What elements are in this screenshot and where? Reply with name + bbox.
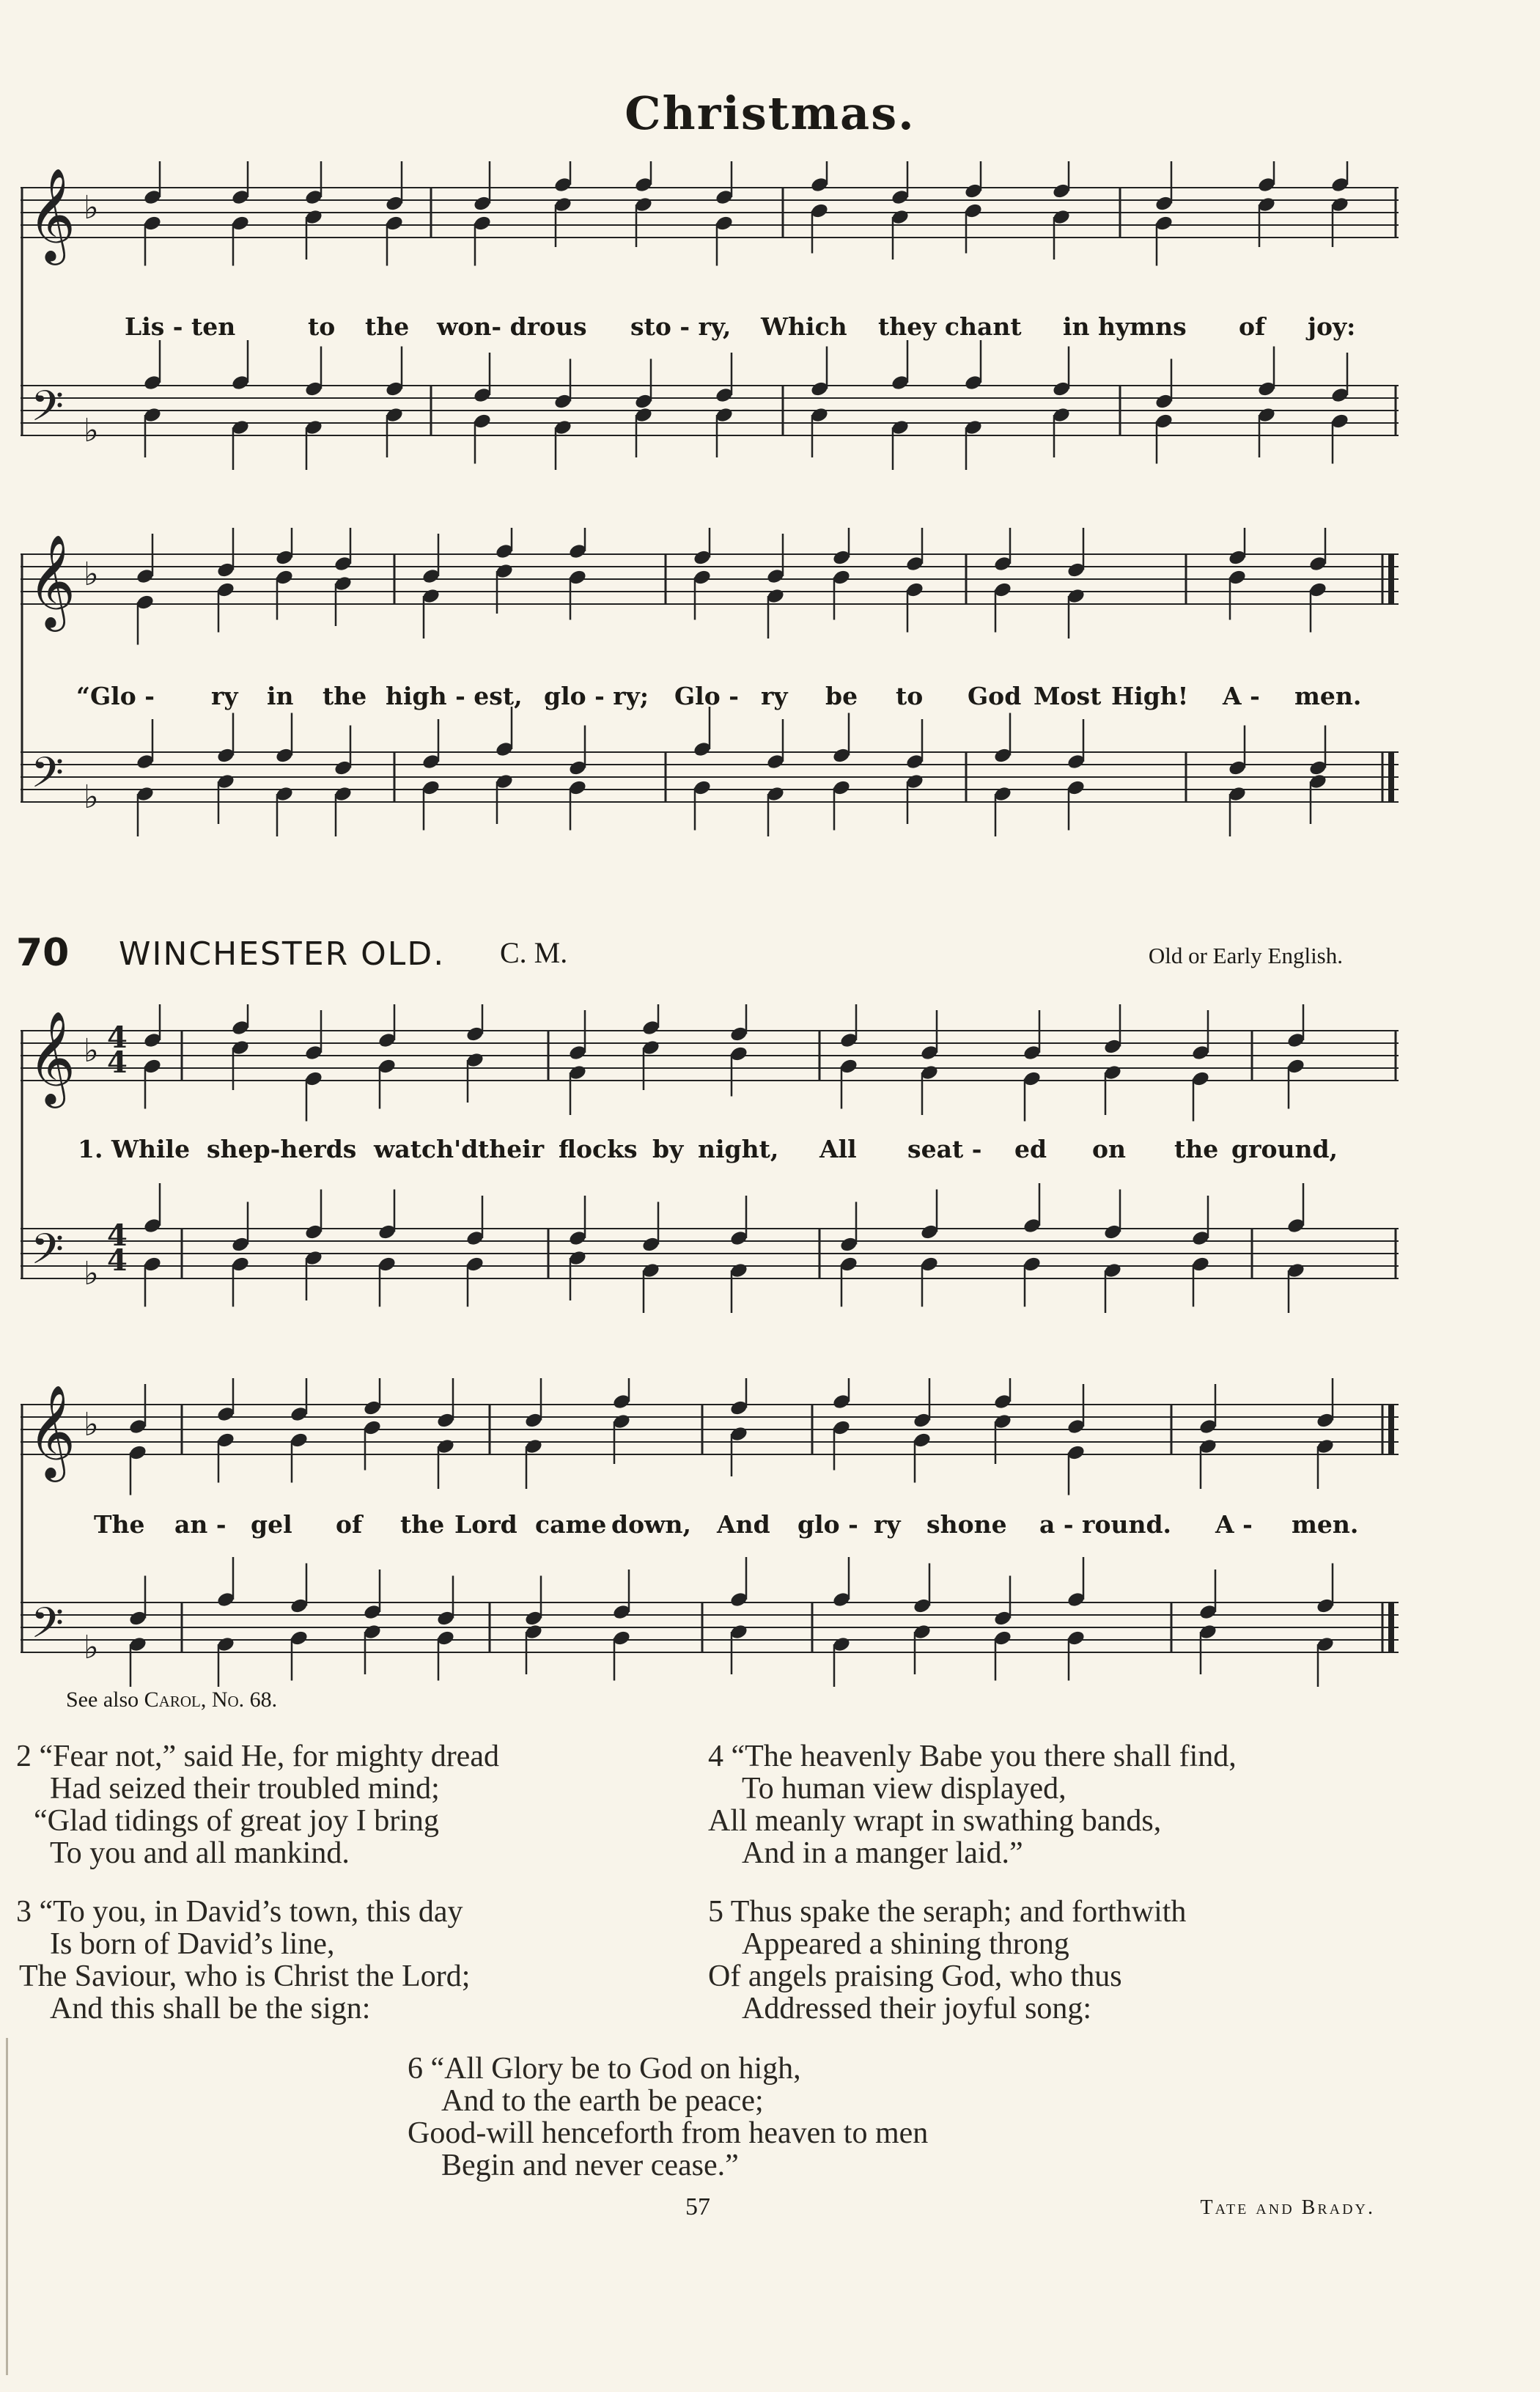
- verse-line: Appeared a shining throng: [742, 1927, 1069, 1961]
- bass-staff: [21, 386, 1399, 435]
- verse-5: [708, 1896, 1186, 2025]
- verse-3: [16, 1896, 470, 2025]
- lyric-syllable: shone: [926, 1510, 1007, 1539]
- page-margin-line: [6, 2038, 8, 2375]
- tune-name: WINCHESTER OLD.: [119, 935, 446, 973]
- verse-line: The Saviour, who is Christ the Lord;: [19, 1959, 471, 1993]
- bass-clef: 𝄢: [31, 381, 65, 441]
- lyric-syllable: their: [478, 1135, 545, 1163]
- lyric-syllable: ed: [1014, 1135, 1047, 1163]
- tune-source: Old or Early English.: [1148, 943, 1343, 968]
- lyric-syllable: And: [717, 1510, 770, 1539]
- verse-line: 5 Thus spake the seraph; and forthwith: [708, 1895, 1187, 1929]
- score-system-hymn-2: [21, 1378, 1399, 1701]
- lyric-syllable: Most: [1034, 682, 1102, 710]
- verse-line: Of angels praising God, who thus: [708, 1959, 1122, 1993]
- lyric-syllable: God: [968, 682, 1022, 710]
- time-signature-digit: 4: [107, 1020, 128, 1055]
- see-also-note: [66, 1688, 277, 1712]
- hymn-meter: C. M.: [500, 936, 568, 969]
- verse-line: Had seized their troubled mind;: [50, 1772, 440, 1806]
- key-flat: ♭: [84, 779, 99, 816]
- hymn-title-row: [16, 931, 1394, 982]
- staff-system: [21, 1004, 1399, 1327]
- key-flat: ♭: [84, 1629, 99, 1666]
- bass-clef: 𝄢: [31, 1598, 65, 1658]
- lyric-syllable: watch'd: [374, 1135, 479, 1163]
- verse-4: [708, 1740, 1237, 1869]
- lyric-syllable: All: [819, 1135, 857, 1163]
- lyric-syllable: by: [652, 1135, 684, 1163]
- treble-staff: [21, 554, 1399, 604]
- verse-line: “Glad tidings of great joy I bring: [34, 1804, 439, 1838]
- verse-line: Addressed their joyful song:: [742, 1992, 1092, 2025]
- lyric-syllable: be: [825, 682, 858, 710]
- lyric-syllable: of: [336, 1510, 363, 1539]
- lyric-syllable: men.: [1294, 682, 1362, 710]
- treble-clef: 𝄞: [28, 1010, 76, 1104]
- lyric-syllable: Lord: [454, 1510, 517, 1539]
- lyric-syllable: “Glo -: [76, 682, 155, 710]
- lyric-syllable: ry: [211, 682, 238, 710]
- lyric-syllable: the: [1174, 1135, 1219, 1163]
- lyric-syllable: ground,: [1231, 1135, 1338, 1163]
- lyric-syllable: ry: [761, 682, 788, 710]
- lyric-syllable: high - est,: [386, 682, 523, 710]
- lyric-syllable: glo -: [797, 1510, 858, 1539]
- verse-line: And this shall be the sign:: [50, 1992, 371, 2025]
- lyric-syllable: to: [308, 312, 336, 341]
- key-flat: ♭: [84, 189, 99, 227]
- bass-staff: [21, 1229, 1399, 1278]
- lyric-syllable: glo - ry;: [544, 682, 649, 710]
- verse-line: Good-will henceforth from heaven to men: [408, 2116, 929, 2150]
- lyric-syllable: A -: [1215, 1510, 1253, 1539]
- verse-line: 4 “The heavenly Babe you there shall find,: [708, 1740, 1237, 1773]
- see-also-reference: Carol, No. 68.: [144, 1688, 278, 1712]
- lyric-syllable: down,: [611, 1510, 691, 1539]
- lyric-syllable: 1. While: [78, 1135, 191, 1163]
- treble-staff: [21, 188, 1399, 238]
- time-signature-digit: 4: [107, 1218, 128, 1253]
- verse-6: [408, 2053, 928, 2182]
- lyric-syllable: in: [267, 682, 294, 710]
- lyric-syllable: an -: [174, 1510, 226, 1539]
- lyric-syllable: Which: [761, 312, 847, 341]
- bass-clef: 𝄢: [31, 1224, 65, 1284]
- lyric-syllable: shep-herds: [207, 1135, 357, 1163]
- lyric-syllable: the: [400, 1510, 445, 1539]
- score-system-hymn-1: [21, 1004, 1399, 1327]
- lyric-syllable: on: [1092, 1135, 1127, 1163]
- key-flat: ♭: [84, 556, 99, 593]
- see-also-prefix: See also: [66, 1688, 139, 1712]
- treble-clef: 𝄞: [28, 534, 76, 628]
- lyric-syllable: A -: [1223, 682, 1260, 710]
- lyric-syllable: a - round.: [1039, 1510, 1172, 1539]
- lyric-syllable: High!: [1111, 682, 1189, 710]
- lyric-syllable: gel: [251, 1510, 292, 1539]
- lyric-syllable: night,: [698, 1135, 779, 1163]
- verse-2: [16, 1740, 499, 1869]
- verse-line: All meanly wrapt in swathing bands,: [708, 1804, 1162, 1838]
- verse-line: Is born of David’s line,: [50, 1927, 335, 1961]
- verse-line: 3 “To you, in David’s town, this day: [16, 1895, 463, 1929]
- time-signature-digit: 4: [107, 1243, 128, 1278]
- lyric-syllable: in hymns: [1063, 312, 1187, 341]
- verse-line: And in a manger laid.”: [742, 1836, 1023, 1870]
- key-flat: ♭: [84, 1406, 99, 1443]
- time-signature-digit: 4: [107, 1045, 128, 1080]
- verse-line: 6 “All Glory be to God on high,: [408, 2052, 801, 2086]
- hymn-author: Tate and Brady.: [1200, 2196, 1375, 2219]
- section-header: Christmas.: [625, 87, 915, 140]
- key-flat: ♭: [84, 412, 99, 449]
- lyric-syllable: to: [896, 682, 924, 710]
- treble-clef: 𝄞: [28, 167, 76, 261]
- lyric-syllable: joy:: [1308, 312, 1356, 341]
- page-number: 57: [685, 2193, 710, 2220]
- lyric-syllable: the: [323, 682, 367, 710]
- treble-staff: [21, 1031, 1399, 1081]
- verse-line: And to the earth be peace;: [441, 2084, 764, 2118]
- key-flat: ♭: [84, 1032, 99, 1070]
- bass-clef: 𝄢: [31, 748, 65, 808]
- lyric-syllable: of: [1239, 312, 1266, 341]
- verse-line: Begin and never cease.”: [441, 2149, 739, 2182]
- lyric-syllable: flocks: [559, 1135, 638, 1163]
- lyric-syllable: came: [535, 1510, 607, 1539]
- treble-clef: 𝄞: [28, 1384, 76, 1478]
- lyric-syllable: won- drous: [437, 312, 587, 341]
- hymn-number: 70: [16, 931, 70, 975]
- lyric-syllable: Glo -: [674, 682, 739, 710]
- lyric-syllable: they chant: [878, 312, 1022, 341]
- staff-system: [21, 1378, 1399, 1701]
- lyric-syllable: Lis - ten: [125, 312, 236, 341]
- lyric-syllable: ry: [874, 1510, 901, 1539]
- verse-line: 2 “Fear not,” said He, for mighty dread: [16, 1740, 499, 1773]
- lyric-syllable: seat -: [907, 1135, 982, 1163]
- verse-line: To human view displayed,: [742, 1772, 1066, 1806]
- lyric-syllable: The: [94, 1510, 145, 1539]
- lyric-syllable: the: [365, 312, 410, 341]
- lyric-syllable: men.: [1292, 1510, 1359, 1539]
- key-flat: ♭: [84, 1255, 99, 1292]
- lyric-syllable: sto - ry,: [630, 312, 732, 341]
- verse-line: To you and all mankind.: [50, 1836, 350, 1870]
